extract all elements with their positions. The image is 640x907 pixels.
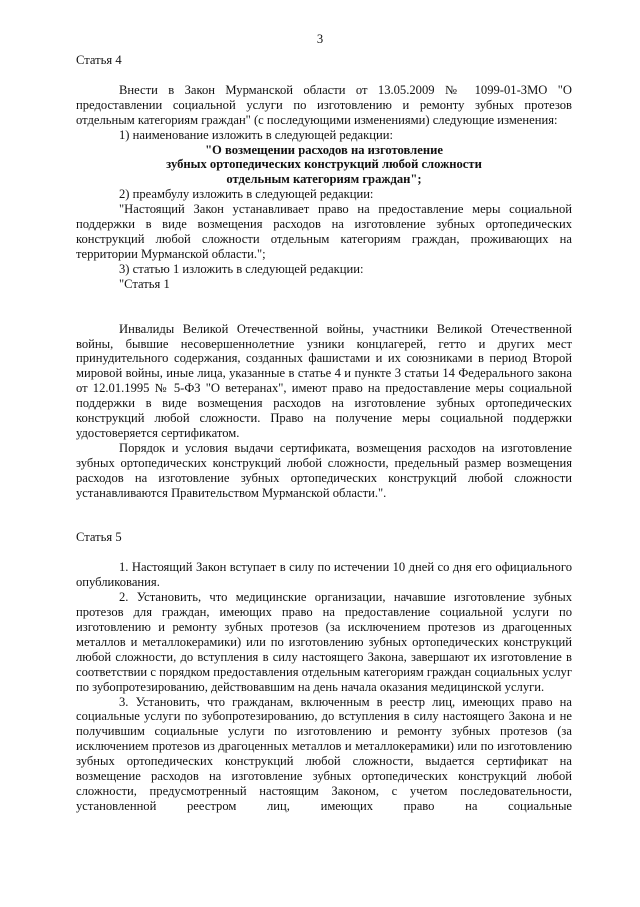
article-5-paragraph-2: 2. Установить, что медицинские организации, начавшие изготовление зубных протезов для граждан, имеющих право на предоставление социальной услуги по изготовлению и ремонту зубных протезов (за исключением протезов из драгоценных металлов и металлокерамики) или по изготовлению зубных ортопедических конструкций любой сложности, до вступления в силу настоящего Закона, завершают их изготовление в соответствии с порядком предоставления отдельным категориям граждан социальных услуг по зубопротезированию, действовавшим на день начала оказания медицинской услуги.	[76, 590, 572, 694]
article-4-intro: Внести в Закон Мурманской области от 13.05.2009 № 1099-01-ЗМО "О предоставлении социальной услуги по изготовлению и ремонту зубных протезов отдельным категориям граждан" (с последующими изменениями) следующие изменения:	[76, 82, 572, 127]
new-preamble: "Настоящий Закон устанавливает право на предоставление меры социальной поддержки в виде возмещения расходов на изготовление зубных ортопедических конструкций любой сложности отдельным категориям граждан, проживающих на территории Мурманской области.";	[76, 202, 572, 261]
page-number: 3	[316, 32, 324, 46]
article-4-item-2: 2) преамбулу изложить в следующей редакции:	[119, 187, 374, 202]
document-body	[76, 53, 572, 814]
article-4-item-1: 1) наименование изложить в следующей редакции:	[119, 127, 393, 142]
new-title-line-3: отдельным категориям граждан";	[226, 172, 422, 187]
article-4-heading: Статья 4	[76, 53, 122, 67]
quoted-article-1-paragraph-2: Порядок и условия выдачи сертификата, возмещения расходов на изготовление зубных ортопедических конструкций любой сложности, предельный размер возмещения расходов на изготовление зубных ортопедических конструкций любой сложности устанавливаются Правительством Мурманской области.".	[76, 440, 572, 500]
article-4-item-3: 3) статью 1 изложить в следующей редакции:	[119, 261, 364, 276]
article-5-paragraph-1: 1. Настоящий Закон вступает в силу по истечении 10 дней со дня его официального опубликования.	[76, 560, 572, 590]
new-title-line-2: зубных ортопедических конструкций любой сложности	[166, 157, 482, 172]
quoted-article-1-paragraph-1: Инвалиды Великой Отечественной войны, участники Великой Отечественной войны, бывшие несовершеннолетние узники концлагерей, гетто и других мест принудительного содержания, созданных фашистами и их союзниками в период Второй мировой войны, иные лица, указанные в статье 4 и пункте 3 статьи 14 Федерального закона от 12.01.1995 № 5-ФЗ "О ветеранах", имеют право на предоставление меры социальной поддержки в виде возмещения расходов на изготовление зубных ортопедических конструкций любой сложности. Право на получение меры социальной поддержки удостоверяется сертификатом.	[76, 321, 572, 440]
article-5-paragraph-3: 3. Установить, что гражданам, включенным в реестр лиц, имеющих право на социальные услуги по зубопротезированию, до вступления в силу настоящего Закона и не получившим социальные услуги по изготовлению и ремонту зубных протезов (за исключением протезов из драгоценных металлов и металлокерамики) или по изготовлению зубных ортопедических конструкций любой сложности, выдается сертификат на возмещение расходов на изготовление зубных ортопедических конструкций любой сложности, предусмотренный настоящим Законом, с учетом последовательности, установленной реестром лиц, имеющих право на социальные	[76, 694, 572, 813]
new-title-line-1: "О возмещении расходов на изготовление	[205, 142, 443, 157]
article-5-heading: Статья 5	[76, 530, 122, 545]
quoted-article-1-heading: "Статья 1	[119, 276, 170, 291]
